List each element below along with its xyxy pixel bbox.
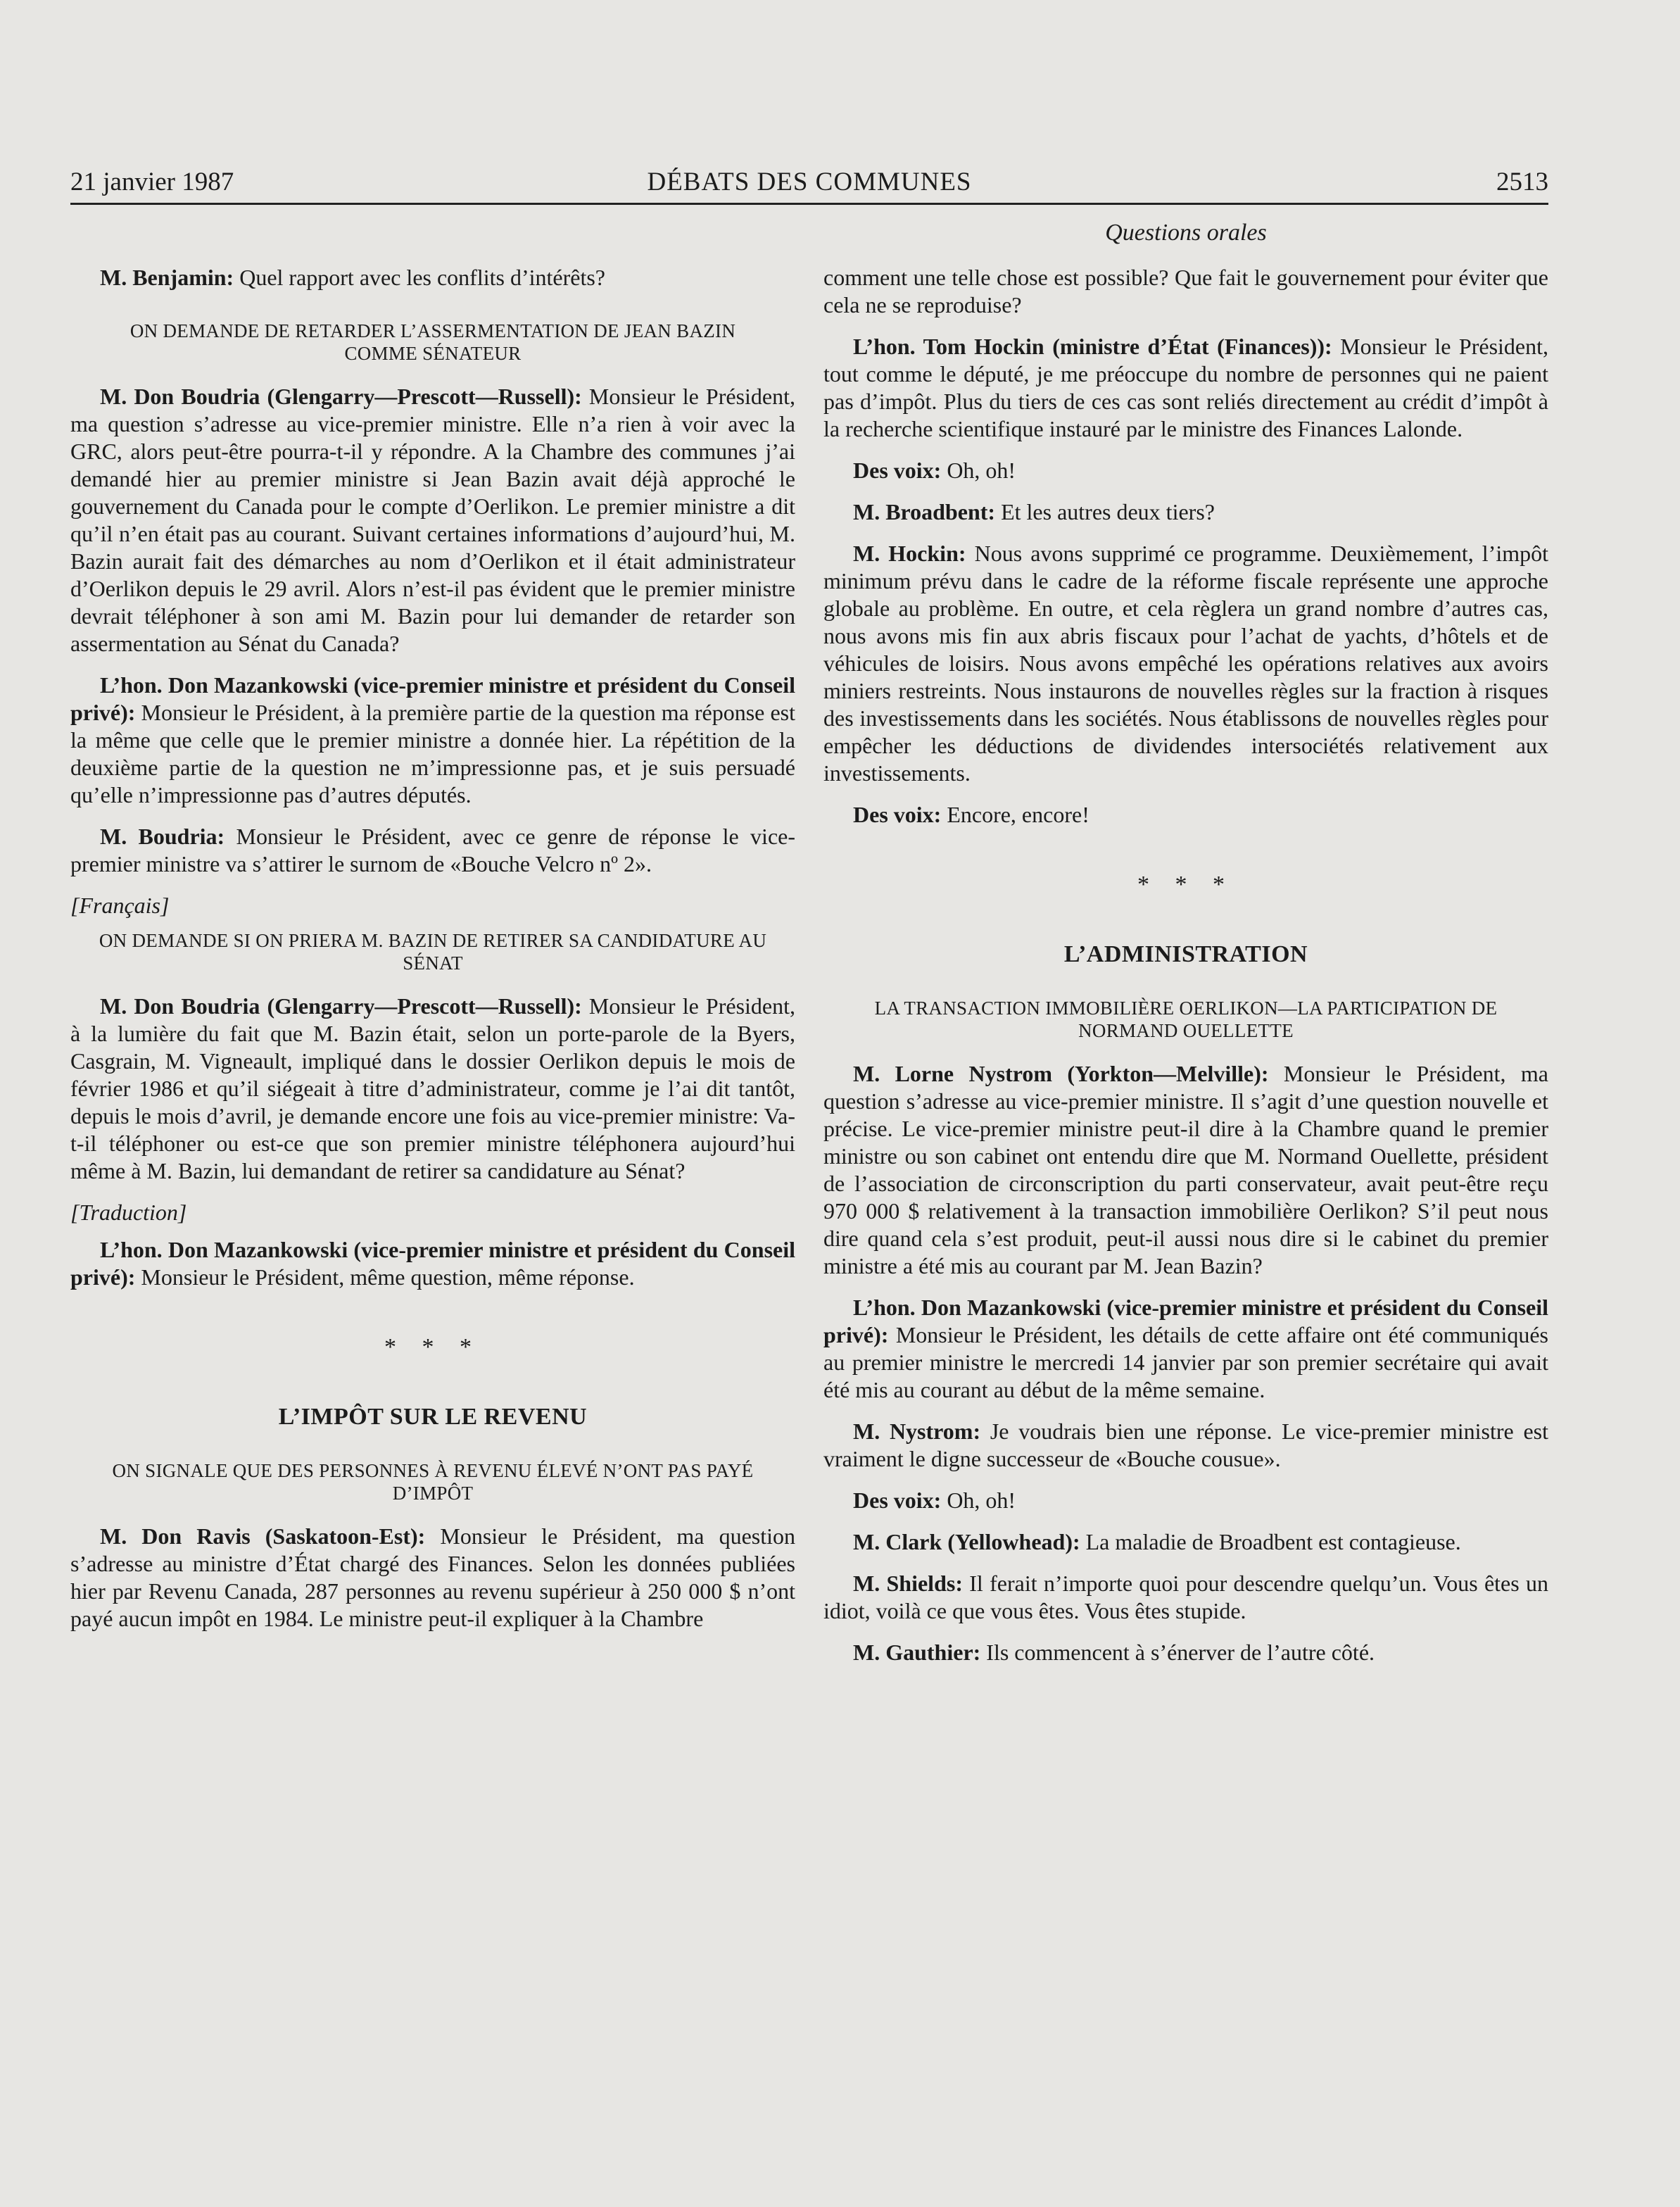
speaker: M. Clark (Yellowhead): <box>853 1529 1080 1554</box>
subheading: LA TRANSACTION IMMOBILIÈRE OERLIKON—LA PARTICIPATION DE NORMAND OUELLETTE <box>874 998 1498 1041</box>
right-column <box>823 264 1548 1680</box>
speaker: M. Nystrom: <box>853 1419 981 1444</box>
subheading: ON DEMANDE SI ON PRIERA M. BAZIN DE RETIRER SA CANDIDATURE AU SÉNAT <box>99 930 767 974</box>
paragraph <box>70 993 795 1185</box>
speech-text: Monsieur le Président, à la lumière du fait que M. Bazin était, selon un porte-parole de la Byers, Casgrain, M. Vigneault, impliqué dans le dossier Oerlikon depuis le mois de février 1986 et qu’il siégeait à titre d’administrateur, comme je l’ai dit tantôt, depuis le mois d’avril, je demande encore une fois au vice-premier ministre: Va-t-il téléphoner ou est-ce que son premier ministre téléphonera aujourd’hui même à M. Bazin, lui demandant de retirer sa candidature au Sénat? <box>70 993 796 1183</box>
section-heading: L’ADMINISTRATION <box>1063 941 1308 967</box>
speech-text: comment une telle chose est possible? Que fait le gouvernement pour éviter que cela ne se reproduise? <box>823 265 1548 317</box>
speech-text: Encore, encore! <box>941 802 1090 827</box>
speech-text: Ils commencent à s’énerver de l’autre côté. <box>980 1640 1375 1665</box>
header-page-number: 2513 <box>1496 168 1548 196</box>
speaker: M. Don Boudria (Glengarry—Prescott—Russell): <box>100 993 582 1019</box>
speech-text: Monsieur le Président, à la première partie de la question ma réponse est la même que celle que le premier ministre a donnée hier. La répétition de la deuxième partie de la question ne m’impressionne pas, et je suis persuadé qu’elle n’impressionne pas d’autres députés. <box>70 700 795 807</box>
speaker: Des voix: <box>853 458 942 483</box>
paragraph <box>823 498 1548 526</box>
paragraph <box>823 1060 1548 1280</box>
speaker: M. Don Ravis (Saskatoon-Est): <box>100 1523 426 1549</box>
paragraph <box>823 1418 1548 1473</box>
section-separator: * * * <box>1137 872 1234 898</box>
speech-text: Oh, oh! <box>941 1488 1016 1513</box>
language-note: [Traduction] <box>70 1200 187 1225</box>
speaker: M. Boudria: <box>100 824 225 849</box>
paragraph <box>70 383 795 658</box>
paragraph <box>823 264 1548 319</box>
header-date: 21 janvier 1987 <box>70 168 234 196</box>
paragraph <box>70 672 795 809</box>
speaker: M. Hockin: <box>853 541 966 566</box>
paragraph <box>823 333 1548 443</box>
paragraph <box>823 540 1548 787</box>
speech-text: Monsieur le Président, ma question s’adresse au vice-premier ministre. Il s’agit d’une question nouvelle et précise. Le vice-premier ministre peut-il dire à la Chambre quand le premier ministre ou son cabinet ont entendu dire que M. Normand Ouellette, président de l’association de circonscription du parti conservateur, avait peut-être reçu 970 000 $ relativement à la transaction immobilière Oerlikon? S’il peut nous dire quand cela s’est produit, peut-il aussi nous dire si le cabinet du premier ministre a été mis au courant par M. Jean Bazin? <box>823 1061 1549 1278</box>
speaker: L’hon. Don Mazankowski (vice-premier ministre et président du Conseil privé): <box>823 1295 1548 1347</box>
speech-text: Et les autres deux tiers? <box>995 499 1215 524</box>
paragraph <box>823 457 1548 484</box>
speaker: Des voix: <box>853 802 942 827</box>
subheading: ON SIGNALE QUE DES PERSONNES À REVENU ÉLEVÉ N’ONT PAS PAYÉ D’IMPÔT <box>112 1460 754 1504</box>
paragraph <box>823 1487 1548 1514</box>
speaker: M. Broadbent: <box>853 499 996 524</box>
speaker: M. Gauthier: <box>853 1640 981 1665</box>
speech-text: Il ferait n’importe quoi pour descendre quelqu’un. Vous êtes un idiot, voilà ce que vous êtes. Vous êtes stupide. <box>823 1571 1549 1623</box>
language-note: [Français] <box>70 893 170 918</box>
speech-text: Je voudrais bien une réponse. Le vice-premier ministre est vraiment le digne successeur de «Bouche cousue». <box>823 1419 1548 1471</box>
paragraph <box>70 823 795 878</box>
speech-text: La maladie de Broadbent est contagieuse. <box>1080 1529 1461 1554</box>
paragraph <box>823 801 1548 829</box>
speaker: M. Benjamin: <box>100 265 234 290</box>
speech-text: Oh, oh! <box>941 458 1016 483</box>
section-heading: L’IMPÔT SUR LE REVENU <box>278 1404 588 1430</box>
header-title: DÉBATS DES COMMUNES <box>647 168 972 196</box>
speech-text: Nous avons supprimé ce programme. Deuxièmement, l’impôt minimum prévu dans le cadre de la réforme fiscale représente une approche globale au problème. En outre, et cela règlera un grand nombre d’autres cas, nous avons mis fin aux abris fiscaux pour l’achat de yachts, d’hôtels et de véhicules de loisirs. Nous avons empêché les opérations relatives aux avoirs miniers restreints. Nous instaurons de nouvelles règles sur la fraction à risques des investissements dans les sociétés. Nous établissons de nouvelles règles pour empêcher les déductions de dividendes intersociétés relativement aux investissements. <box>823 541 1549 786</box>
speech-text: Monsieur le Président, les détails de cette affaire ont été communiqués au premier ministre le mercredi 14 janvier par son premier secrétaire qui avait été mis au courant au début de la même semaine. <box>823 1322 1548 1402</box>
speech-text: Monsieur le Président, avec ce genre de réponse le vice-premier ministre va s’attirer le surnom de «Bouche Velcro nº 2». <box>70 824 796 876</box>
speech-text: Monsieur le Président, ma question s’adresse au ministre d’État chargé des Finances. Selon les données publiées hier par Revenu Canada, 287 personnes au revenu supérieur à 250 000 $ n’ont payé aucun impôt en 1984. Le ministre peut-il expliquer à la Chambre <box>70 1523 796 1631</box>
subheading: ON DEMANDE DE RETARDER L’ASSERMENTATION DE JEAN BAZIN COMME SÉNATEUR <box>130 320 736 364</box>
speaker: M. Don Boudria (Glengarry—Prescott—Russell): <box>100 384 582 409</box>
speech-text: Quel rapport avec les conflits d’intérêts? <box>234 265 605 290</box>
speech-text: Monsieur le Président, même question, même réponse. <box>135 1264 635 1290</box>
speaker: M. Lorne Nystrom (Yorkton—Melville): <box>853 1061 1269 1086</box>
paragraph <box>823 1570 1548 1625</box>
speech-text: Monsieur le Président, tout comme le député, je me préoccupe du nombre de personnes qui ne paient pas d’impôt. Plus du tiers de ces cas sont reliés directement au crédit d’impôt à la recherche scientifique instauré par le ministre des Finances Lalonde. <box>823 334 1549 441</box>
speaker: L’hon. Don Mazankowski (vice-premier ministre et président du Conseil privé): <box>70 672 795 725</box>
speaker: L’hon. Don Mazankowski (vice-premier ministre et président du Conseil privé): <box>70 1237 795 1290</box>
paragraph <box>823 1528 1548 1556</box>
running-head: Questions orales <box>1105 220 1267 246</box>
section-separator: * * * <box>384 1334 481 1360</box>
speaker: Des voix: <box>853 1488 942 1513</box>
paragraph <box>823 1294 1548 1404</box>
speaker: L’hon. Tom Hockin (ministre d’État (Finances)): <box>853 334 1332 359</box>
left-column <box>70 264 795 1647</box>
speaker: M. Shields: <box>853 1571 963 1596</box>
paragraph <box>823 1639 1548 1666</box>
paragraph <box>70 264 795 291</box>
page-header <box>70 163 1548 205</box>
paragraph <box>70 1236 795 1291</box>
speech-text: Monsieur le Président, ma question s’adresse au vice-premier ministre. Elle n’a rien à voir avec la GRC, alors peut-être pourra-t-il y répondre. A la Chambre des communes j’ai demandé hier au premier ministre si Jean Bazin avait déjà approché le gouvernement du Canada pour le compte d’Oerlikon. Le premier ministre a dit qu’il n’en était pas au courant. Suivant certaines informations d’aujourd’hui, M. Bazin aurait fait des démarches au nom d’Oerlikon et il était administrateur d’Oerlikon depuis le 29 avril. Alors n’est-il pas évident que le premier ministre devrait téléphoner à son ami M. Bazin pour lui demander de retarder son assermentation au Sénat du Canada? <box>70 384 796 656</box>
paragraph <box>70 1523 795 1633</box>
